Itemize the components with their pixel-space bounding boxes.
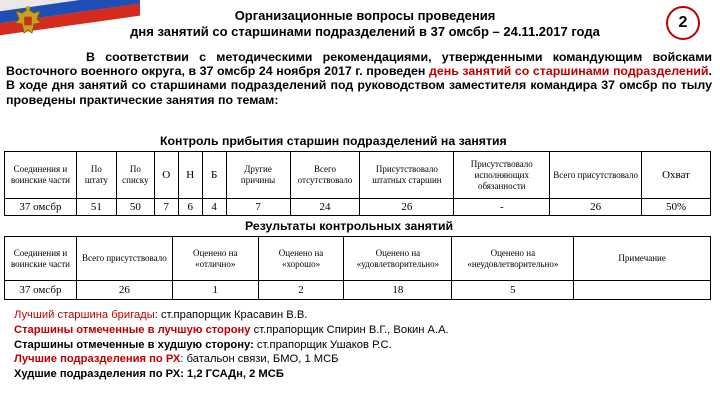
col-header: По штату <box>76 152 116 199</box>
col-header: Всего присутствовало <box>550 152 642 199</box>
table-cell: 50 <box>116 199 154 216</box>
col-header: Оценено на «неудовлетворительно» <box>452 237 574 281</box>
table-cell: 2 <box>258 281 344 300</box>
page-number-badge: 2 <box>666 6 700 40</box>
results-table <box>4 236 711 300</box>
table-cell: 26 <box>360 199 454 216</box>
table-cell: 18 <box>344 281 452 300</box>
best-units-line <box>14 352 714 367</box>
col-header: Оценено на «хорошо» <box>258 237 344 281</box>
table-cell: 37 омсбр <box>5 199 77 216</box>
table-cell: 5 <box>452 281 574 300</box>
intro-text-2: . В ходе дня занятий со старшинами подразделений под руководством заместителя командира 37 омсбр по тылу проведены практические занятия по темам: <box>6 64 712 107</box>
table-cell: 24 <box>290 199 360 216</box>
slide-header <box>0 0 720 44</box>
table-cell: 6 <box>178 199 202 216</box>
worst-noted-value: ст.прапорщик Ушаков Р.С. <box>253 338 392 351</box>
table-cell: 7 <box>226 199 290 216</box>
intro-highlight: день занятий со старшинами подразделений <box>428 64 709 79</box>
best-sergeant-line <box>14 308 714 323</box>
col-header: Оценено на «отлично» <box>172 237 258 281</box>
table-cell: 26 <box>76 281 172 300</box>
table2-caption: Результаты контрольных занятий <box>245 219 454 233</box>
table-cell: 7 <box>154 199 178 216</box>
table-cell: - <box>454 199 550 216</box>
col-header: Всего отсутствовало <box>290 152 360 199</box>
best-noted-value: ст.прапорщик Спирин В.Г., Вокин А.А. <box>250 323 449 336</box>
table-row <box>5 199 711 216</box>
col-header: Соединения и воинские части <box>5 237 77 281</box>
table-cell: 37 омсбр <box>5 281 77 300</box>
col-header: О <box>154 152 178 199</box>
best-units-label: Лучшие подразделения по РХ <box>14 353 181 366</box>
col-header: Н <box>178 152 202 199</box>
col-header: Примечание <box>574 237 711 281</box>
best-noted-line <box>14 323 714 338</box>
table-header-row <box>5 237 711 281</box>
table-cell: 51 <box>76 199 116 216</box>
col-header: Присутствовало штатных старшин <box>360 152 454 199</box>
col-header: Соединения и воинские части <box>5 152 77 199</box>
title-line-1: Организационные вопросы проведения <box>234 8 496 23</box>
table-cell: 26 <box>550 199 642 216</box>
col-header: Б <box>202 152 226 199</box>
table-cell <box>574 281 711 300</box>
table-cell: 1 <box>172 281 258 300</box>
col-header: Охват <box>642 152 711 199</box>
table-cell: 4 <box>202 199 226 216</box>
col-header: Оценено на «удовлетворительно» <box>344 237 452 281</box>
table-cell: 50% <box>642 199 711 216</box>
col-header: Другие причины <box>226 152 290 199</box>
best-sergeant-value: : ст.прапорщик Красавин В.В. <box>154 309 308 321</box>
worst-noted-label: Старшины отмеченные в худшую сторону: <box>14 338 254 351</box>
summary-block <box>14 308 714 382</box>
best-noted-label: Старшины отмеченные в лучшую сторону <box>14 323 251 336</box>
col-header: Присутствовало исполняющих обязанности <box>454 152 550 199</box>
table-row <box>5 281 711 300</box>
worst-noted-line <box>14 338 714 353</box>
worst-units-line: Худшие подразделения по РХ: 1,2 ГСАДн, 2 МСБ <box>14 368 284 381</box>
best-units-value: : батальон связи, БМО, 1 МСБ <box>180 353 339 366</box>
best-sergeant-label: Лучший старшина бригады <box>14 309 155 321</box>
double-headed-eagle-icon <box>10 3 46 39</box>
table-header-row <box>5 152 711 199</box>
col-header: Всего присутствовало <box>76 237 172 281</box>
russian-flag-banner <box>0 0 140 44</box>
intro-text-1: В соответствии с методическими рекомендациями, утвержденными командующим войсками Восточного военного округа, в 37 омсбр 24 ноября 2017 г. проведен <box>6 50 712 79</box>
intro-paragraph <box>6 50 712 107</box>
attendance-table <box>4 151 711 216</box>
page-title <box>130 8 600 40</box>
col-header: По списку <box>116 152 154 199</box>
title-line-2: дня занятий со старшинами подразделений в 37 омсбр – 24.11.2017 года <box>130 24 600 39</box>
table1-caption: Контроль прибытия старшин подразделений на занятия <box>160 134 507 148</box>
